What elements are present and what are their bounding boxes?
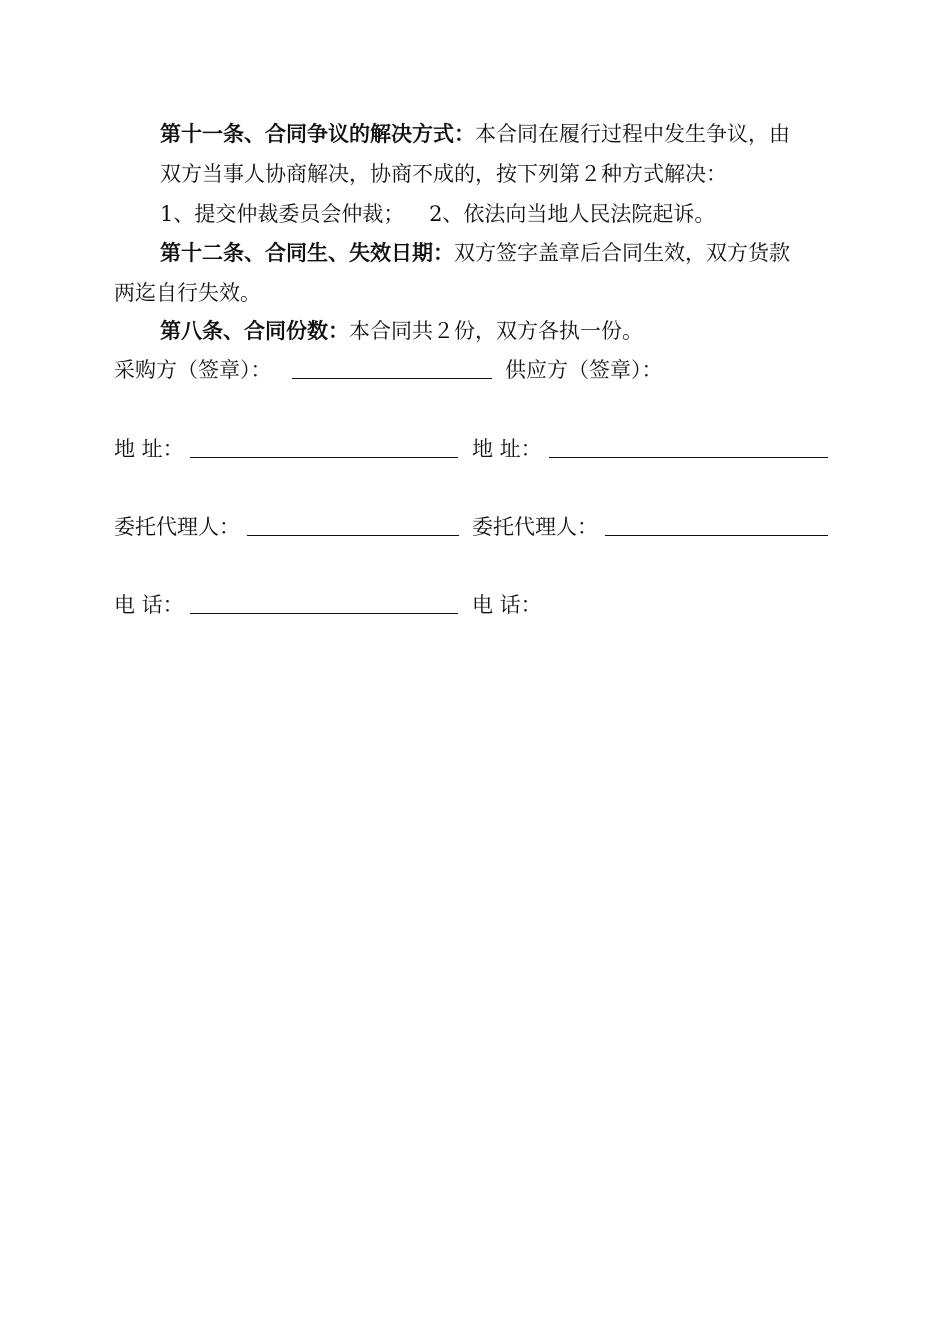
agent-left-label: 委托代理人： [114, 515, 240, 539]
phone-right-label: 电 话： [472, 593, 542, 617]
phone-right-row [472, 590, 542, 620]
address-left-blank[interactable] [190, 435, 458, 458]
article8-heading: 第八条、合同份数： [160, 319, 349, 343]
article12-heading: 第十二条、合同生、失效日期： [160, 241, 454, 265]
article11-option1: 1、提交仲裁委员会仲裁； [160, 202, 405, 226]
agent-right-blank[interactable] [605, 513, 828, 536]
address-left-label: 地 址： [114, 437, 184, 461]
agent-right-row [472, 512, 598, 542]
buyer-seal-blank[interactable] [292, 356, 492, 379]
article11-option2: 2、依法向当地人民法院起诉。 [429, 202, 716, 226]
phone-left-blank[interactable] [190, 591, 458, 614]
article11-text-1: 本合同在履行过程中发生争议，由 [475, 122, 790, 146]
agent-right-label: 委托代理人： [472, 515, 598, 539]
agent-left-row [114, 512, 240, 542]
address-left-row [114, 434, 184, 464]
article11-options [160, 199, 715, 229]
address-right-label: 地 址： [472, 437, 542, 461]
agent-left-blank[interactable] [247, 513, 459, 536]
article12-line1 [160, 238, 790, 268]
article12-text-2: 两迄自行失效。 [114, 281, 261, 305]
article11-line2 [160, 159, 727, 189]
article11-text-2: 双方当事人协商解决，协商不成的，按下列第２种方式解决： [160, 162, 727, 186]
buyer-seal-row [114, 355, 272, 385]
article11-heading: 第十一条、合同争议的解决方式： [160, 122, 475, 146]
phone-left-row [114, 590, 184, 620]
supplier-seal-row [505, 355, 663, 385]
article8-text: 本合同共２份，双方各执一份。 [349, 319, 643, 343]
address-right-row [472, 434, 542, 464]
supplier-seal-label: 供应方（签章）： [505, 358, 663, 382]
article8-line [160, 316, 643, 346]
phone-left-label: 电 话： [114, 593, 184, 617]
buyer-seal-label: 采购方（签章）： [114, 358, 272, 382]
article11-line1 [160, 119, 790, 149]
article12-line2 [114, 278, 261, 308]
article12-text-1: 双方签字盖章后合同生效，双方货款 [454, 241, 790, 265]
address-right-blank[interactable] [549, 435, 828, 458]
